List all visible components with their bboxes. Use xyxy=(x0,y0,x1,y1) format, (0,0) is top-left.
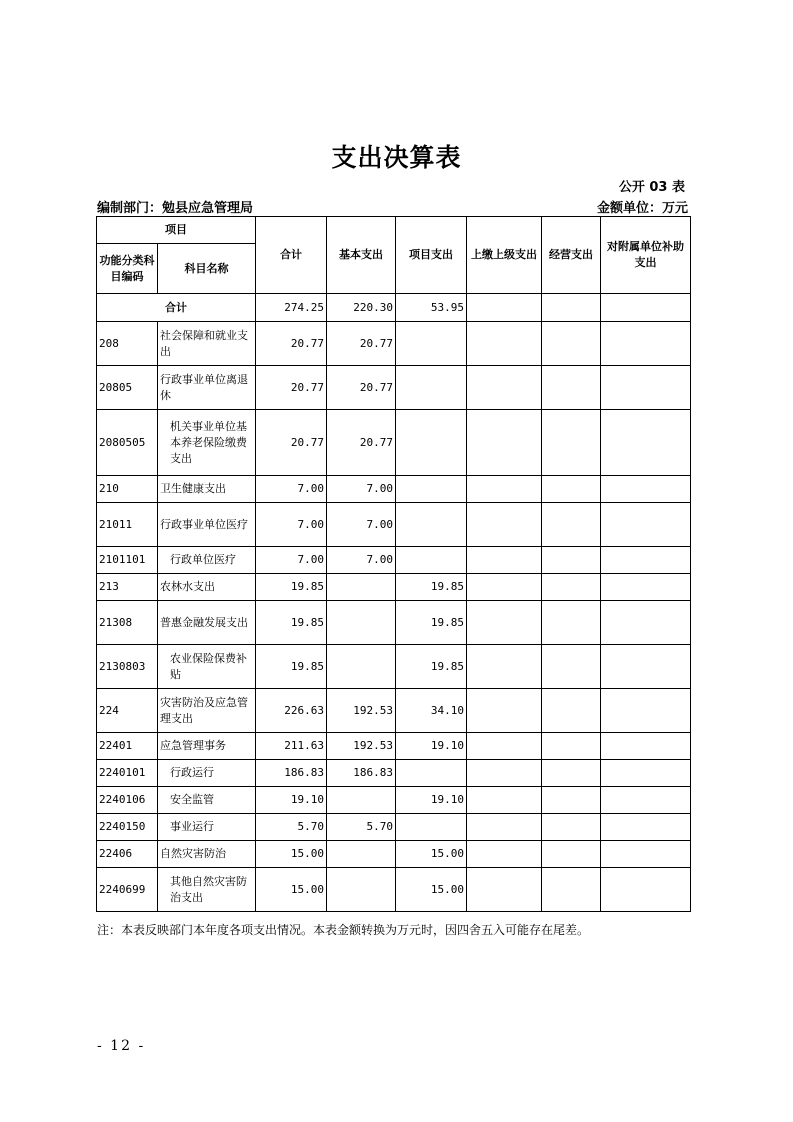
row-subsidiary xyxy=(601,322,691,366)
row-basic xyxy=(327,574,396,601)
row-basic xyxy=(327,645,396,689)
expenditure-table xyxy=(96,216,691,912)
row-upper xyxy=(467,366,542,410)
row-upper xyxy=(467,733,542,760)
row-business xyxy=(542,689,601,733)
row-code: 213 xyxy=(97,574,158,601)
department-label: 编制部门：勉县应急管理局 xyxy=(97,201,254,216)
row-basic: 7.00 xyxy=(327,503,396,547)
row-project xyxy=(396,476,467,503)
row-code: 21011 xyxy=(97,503,158,547)
row-total: 19.85 xyxy=(256,574,327,601)
row-code: 20805 xyxy=(97,366,158,410)
row-total: 5.70 xyxy=(256,814,327,841)
row-business xyxy=(542,410,601,476)
row-code: 208 xyxy=(97,322,158,366)
row-name: 行政单位医疗 xyxy=(158,547,256,574)
row-code: 2240699 xyxy=(97,868,158,912)
row-basic: 192.53 xyxy=(327,733,396,760)
row-upper xyxy=(467,868,542,912)
row-subsidiary xyxy=(601,476,691,503)
row-business xyxy=(542,814,601,841)
row-total: 7.00 xyxy=(256,476,327,503)
total-row xyxy=(97,294,691,322)
table-row xyxy=(97,733,691,760)
header-project-expenditure: 项目支出 xyxy=(396,217,467,294)
row-code: 224 xyxy=(97,689,158,733)
row-code: 22401 xyxy=(97,733,158,760)
row-business xyxy=(542,645,601,689)
row-business xyxy=(542,733,601,760)
row-basic xyxy=(327,868,396,912)
row-total: 19.10 xyxy=(256,787,327,814)
row-name: 安全监管 xyxy=(158,787,256,814)
row-upper xyxy=(467,645,542,689)
table-row xyxy=(97,503,691,547)
row-total: 19.85 xyxy=(256,645,327,689)
row-project: 19.85 xyxy=(396,574,467,601)
row-name: 行政事业单位医疗 xyxy=(158,503,256,547)
total-project: 53.95 xyxy=(396,294,467,322)
row-basic: 7.00 xyxy=(327,476,396,503)
row-basic: 7.00 xyxy=(327,547,396,574)
table-row xyxy=(97,476,691,503)
row-basic xyxy=(327,841,396,868)
row-business xyxy=(542,503,601,547)
table-row xyxy=(97,868,691,912)
row-project: 19.10 xyxy=(396,733,467,760)
page-number: - 12 - xyxy=(97,1038,146,1054)
row-total: 186.83 xyxy=(256,760,327,787)
row-basic xyxy=(327,787,396,814)
row-subsidiary xyxy=(601,410,691,476)
row-subsidiary xyxy=(601,601,691,645)
row-business xyxy=(542,841,601,868)
row-project: 34.10 xyxy=(396,689,467,733)
row-subsidiary xyxy=(601,547,691,574)
row-business xyxy=(542,868,601,912)
table-row xyxy=(97,645,691,689)
row-total: 15.00 xyxy=(256,868,327,912)
row-subsidiary xyxy=(601,868,691,912)
row-business xyxy=(542,787,601,814)
row-name: 其他自然灾害防治支出 xyxy=(158,868,256,912)
row-upper xyxy=(467,841,542,868)
table-row xyxy=(97,322,691,366)
total-label: 合计 xyxy=(97,294,256,322)
row-upper xyxy=(467,503,542,547)
row-upper xyxy=(467,760,542,787)
header-total: 合计 xyxy=(256,217,327,294)
row-business xyxy=(542,476,601,503)
row-code: 2240101 xyxy=(97,760,158,787)
table-row xyxy=(97,787,691,814)
row-subsidiary xyxy=(601,574,691,601)
row-name: 农业保险保费补贴 xyxy=(158,645,256,689)
row-upper xyxy=(467,547,542,574)
row-upper xyxy=(467,814,542,841)
row-business xyxy=(542,574,601,601)
row-subsidiary xyxy=(601,733,691,760)
row-total: 211.63 xyxy=(256,733,327,760)
row-business xyxy=(542,547,601,574)
header-code: 功能分类科目编码 xyxy=(97,244,158,294)
total-subsidiary xyxy=(601,294,691,322)
row-total: 20.77 xyxy=(256,322,327,366)
table-note: 注：本表反映部门本年度各项支出情况。本表金额转换为万元时，因四舍五入可能存在尾差。 xyxy=(97,923,590,937)
row-code: 2240106 xyxy=(97,787,158,814)
row-subsidiary xyxy=(601,841,691,868)
row-project: 19.85 xyxy=(396,601,467,645)
header-subsidiary: 对附属单位补助支出 xyxy=(601,217,691,294)
row-total: 226.63 xyxy=(256,689,327,733)
row-code: 21308 xyxy=(97,601,158,645)
row-name: 自然灾害防治 xyxy=(158,841,256,868)
row-project xyxy=(396,366,467,410)
row-upper xyxy=(467,574,542,601)
row-code: 210 xyxy=(97,476,158,503)
row-business xyxy=(542,366,601,410)
row-name: 机关事业单位基本养老保险缴费支出 xyxy=(158,410,256,476)
row-project xyxy=(396,547,467,574)
row-name: 灾害防治及应急管理支出 xyxy=(158,689,256,733)
row-total: 20.77 xyxy=(256,366,327,410)
header-upper-level: 上缴上级支出 xyxy=(467,217,542,294)
table-row xyxy=(97,841,691,868)
row-total: 7.00 xyxy=(256,503,327,547)
total-basic: 220.30 xyxy=(327,294,396,322)
form-number: 公开 03 表 xyxy=(618,180,685,195)
table-row xyxy=(97,601,691,645)
header-name: 科目名称 xyxy=(158,244,256,294)
row-upper xyxy=(467,787,542,814)
table-row xyxy=(97,574,691,601)
row-name: 行政运行 xyxy=(158,760,256,787)
header-basic: 基本支出 xyxy=(327,217,396,294)
row-upper xyxy=(467,476,542,503)
total-total: 274.25 xyxy=(256,294,327,322)
table-row xyxy=(97,760,691,787)
header-business: 经营支出 xyxy=(542,217,601,294)
row-name: 卫生健康支出 xyxy=(158,476,256,503)
total-upper xyxy=(467,294,542,322)
row-basic: 20.77 xyxy=(327,366,396,410)
row-subsidiary xyxy=(601,503,691,547)
table-row xyxy=(97,410,691,476)
row-upper xyxy=(467,322,542,366)
row-name: 社会保障和就业支出 xyxy=(158,322,256,366)
row-total: 20.77 xyxy=(256,410,327,476)
row-total: 7.00 xyxy=(256,547,327,574)
row-code: 2240150 xyxy=(97,814,158,841)
row-name: 行政事业单位离退休 xyxy=(158,366,256,410)
row-subsidiary xyxy=(601,814,691,841)
row-basic: 186.83 xyxy=(327,760,396,787)
row-name: 农林水支出 xyxy=(158,574,256,601)
row-upper xyxy=(467,410,542,476)
row-project xyxy=(396,322,467,366)
row-basic: 20.77 xyxy=(327,410,396,476)
row-total: 15.00 xyxy=(256,841,327,868)
row-total: 19.85 xyxy=(256,601,327,645)
row-name: 应急管理事务 xyxy=(158,733,256,760)
row-code: 2101101 xyxy=(97,547,158,574)
row-subsidiary xyxy=(601,760,691,787)
row-upper xyxy=(467,689,542,733)
row-basic: 20.77 xyxy=(327,322,396,366)
row-subsidiary xyxy=(601,787,691,814)
row-project xyxy=(396,410,467,476)
row-name: 事业运行 xyxy=(158,814,256,841)
row-project xyxy=(396,503,467,547)
row-subsidiary xyxy=(601,689,691,733)
row-project: 19.10 xyxy=(396,787,467,814)
row-subsidiary xyxy=(601,645,691,689)
row-project xyxy=(396,760,467,787)
row-code: 2130803 xyxy=(97,645,158,689)
row-project xyxy=(396,814,467,841)
row-business xyxy=(542,322,601,366)
header-project: 项目 xyxy=(97,217,256,244)
table-row xyxy=(97,366,691,410)
row-upper xyxy=(467,601,542,645)
row-code: 22406 xyxy=(97,841,158,868)
row-basic xyxy=(327,601,396,645)
table-row xyxy=(97,814,691,841)
table-row xyxy=(97,547,691,574)
row-basic: 5.70 xyxy=(327,814,396,841)
page-title: 支出决算表 xyxy=(331,143,462,172)
row-business xyxy=(542,760,601,787)
row-name: 普惠金融发展支出 xyxy=(158,601,256,645)
table-row xyxy=(97,689,691,733)
total-business xyxy=(542,294,601,322)
row-subsidiary xyxy=(601,366,691,410)
row-business xyxy=(542,601,601,645)
row-project: 15.00 xyxy=(396,868,467,912)
unit-label: 金额单位：万元 xyxy=(596,201,688,216)
row-project: 19.85 xyxy=(396,645,467,689)
row-basic: 192.53 xyxy=(327,689,396,733)
row-code: 2080505 xyxy=(97,410,158,476)
row-project: 15.00 xyxy=(396,841,467,868)
